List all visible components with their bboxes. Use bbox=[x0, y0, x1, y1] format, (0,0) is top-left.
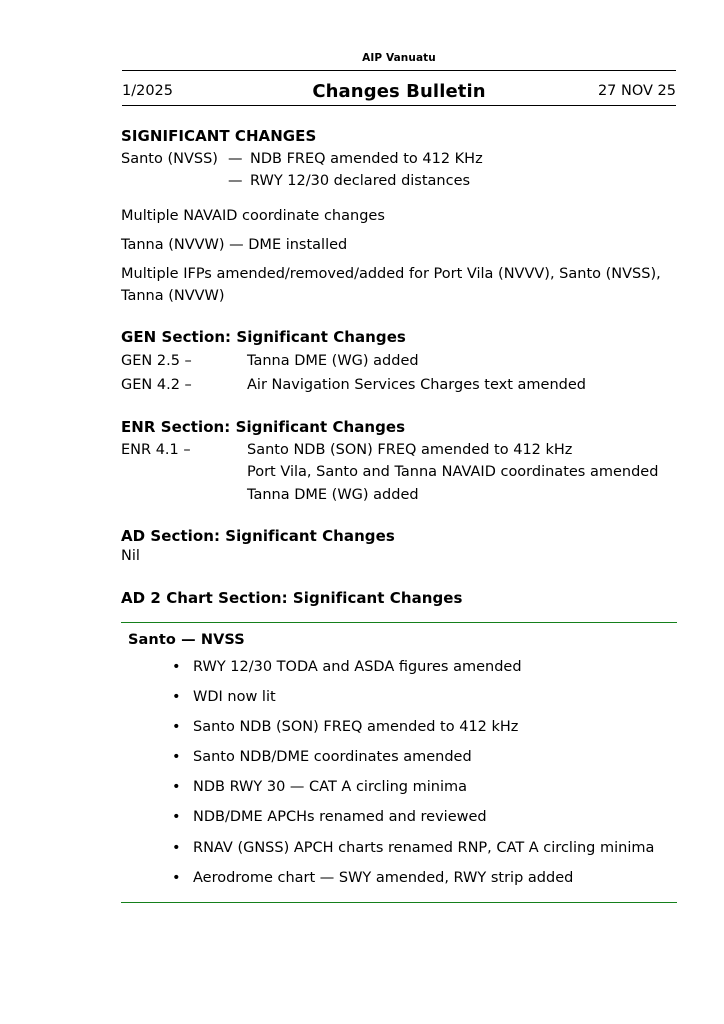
list-item-text: NDB/DME APCHs renamed and reviewed bbox=[193, 809, 487, 826]
gen-row bbox=[121, 350, 677, 372]
bullet-icon: • bbox=[172, 869, 181, 886]
santo-dash-row bbox=[121, 170, 677, 192]
list-item-text: RNAV (GNSS) APCH charts renamed RNP, CAT A circling minima bbox=[193, 839, 655, 856]
santo-dash-text: NDB FREQ amended to 412 KHz bbox=[250, 151, 483, 168]
ad2-chart-table bbox=[121, 622, 677, 902]
list-item bbox=[121, 747, 677, 768]
enr-row-value-line: Tanna DME (WG) added bbox=[247, 486, 419, 503]
santo-dash-block bbox=[121, 148, 677, 192]
bullet-icon: • bbox=[172, 779, 181, 796]
ad2-chart-section-heading: AD 2 Chart Section: Significant Changes bbox=[121, 589, 463, 608]
list-item bbox=[121, 807, 677, 828]
significant-changes-heading: SIGNIFICANT CHANGES bbox=[121, 127, 317, 145]
list-item-text: RWY 12/30 TODA and ASDA figures amended bbox=[193, 659, 522, 676]
list-item bbox=[121, 687, 677, 708]
bullet-icon: • bbox=[172, 749, 181, 766]
header-issue-number: 1/2025 bbox=[122, 83, 174, 99]
enr-row-value-line: Port Vila, Santo and Tanna NAVAID coordinates amended bbox=[247, 464, 659, 481]
gen-row-value: Tanna DME (WG) added bbox=[247, 352, 419, 369]
bullet-icon: • bbox=[172, 839, 181, 856]
list-item bbox=[121, 838, 677, 859]
gen-row-value: Air Navigation Services Charges text amended bbox=[247, 377, 586, 394]
ad-section-body: Nil bbox=[121, 548, 140, 565]
list-item bbox=[121, 657, 677, 678]
gen-row-label: GEN 4.2 – bbox=[121, 377, 192, 394]
page-header bbox=[122, 78, 676, 104]
bullet-icon: • bbox=[172, 659, 181, 676]
running-header: AIP Vanuatu bbox=[362, 52, 436, 64]
header-date: 27 NOV 25 bbox=[597, 83, 676, 99]
bullet-icon: • bbox=[172, 809, 181, 826]
chart-change-list bbox=[121, 657, 677, 888]
header-rule-top bbox=[122, 70, 676, 71]
enr-row-label: ENR 4.1 – bbox=[121, 441, 191, 458]
list-item-text: Santo NDB/DME coordinates amended bbox=[193, 749, 472, 766]
list-item bbox=[121, 717, 677, 738]
list-item-text: NDB RWY 30 — CAT A circling minima bbox=[193, 779, 467, 796]
document-body bbox=[121, 126, 677, 903]
enr-row-value bbox=[247, 439, 677, 506]
list-item bbox=[121, 777, 677, 798]
gen-row bbox=[121, 374, 677, 396]
list-item-text: Santo NDB (SON) FREQ amended to 412 kHz bbox=[193, 719, 519, 736]
enr-row-value-line: Santo NDB (SON) FREQ amended to 412 kHz bbox=[247, 441, 573, 458]
table-title: Santo — NVSS bbox=[128, 632, 245, 649]
enr-section-heading: ENR Section: Significant Changes bbox=[121, 417, 406, 436]
list-item-text: WDI now lit bbox=[193, 689, 276, 706]
em-dash-icon: — bbox=[228, 151, 243, 168]
ad-section-heading: AD Section: Significant Changes bbox=[121, 527, 395, 546]
table-body bbox=[121, 623, 677, 901]
bullet-icon: • bbox=[172, 719, 181, 736]
significant-change-paragraph: Multiple IFPs amended/removed/added for Port Vila (NVVV), Santo (NVSS), Tanna (NVVW) bbox=[121, 265, 661, 304]
table-rule-bottom bbox=[121, 902, 677, 903]
enr-row bbox=[121, 439, 677, 506]
list-item-text: Aerodrome chart — SWY amended, RWY strip added bbox=[193, 869, 574, 886]
page-title: Changes Bulletin bbox=[312, 80, 486, 102]
bullet-icon: • bbox=[172, 689, 181, 706]
gen-row-label: GEN 2.5 – bbox=[121, 352, 192, 369]
list-item bbox=[121, 868, 677, 889]
significant-change-paragraph: Tanna (NVVW) — DME installed bbox=[121, 237, 348, 254]
em-dash-icon: — bbox=[228, 173, 243, 190]
gen-section-heading: GEN Section: Significant Changes bbox=[121, 328, 406, 347]
significant-change-paragraph: Multiple NAVAID coordinate changes bbox=[121, 208, 385, 225]
header-rule-bottom bbox=[122, 105, 676, 106]
santo-dash-row bbox=[121, 148, 677, 170]
santo-dash-lead: Santo (NVSS) bbox=[121, 151, 218, 168]
santo-dash-lead bbox=[121, 170, 228, 192]
santo-dash-text: RWY 12/30 declared distances bbox=[250, 173, 471, 190]
